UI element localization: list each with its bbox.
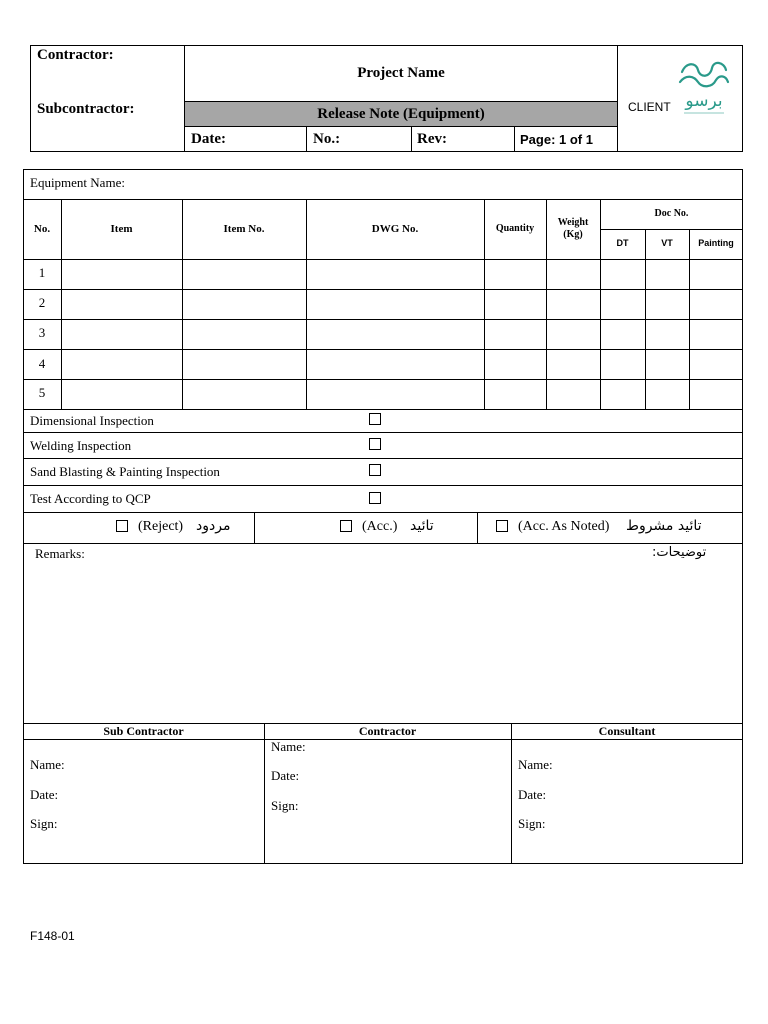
revision-label: Rev: <box>417 131 447 147</box>
col-header-vt: VT <box>661 238 673 248</box>
release-note-title: Release Note (Equipment) <box>317 106 485 122</box>
contractor-header: Contractor <box>358 724 417 738</box>
reject-label: (Reject) <box>138 519 184 534</box>
inspection-welding: Welding Inspection <box>30 438 132 453</box>
dimensional-checkbox[interactable] <box>369 413 381 425</box>
col-header-dwg-no: DWG No. <box>371 223 419 235</box>
contractor-name-label: Name: <box>271 739 306 754</box>
consultant-sign-label: Sign: <box>518 816 546 831</box>
row-number: 5 <box>38 385 46 400</box>
doc-no-divider <box>600 229 743 230</box>
row-line <box>23 543 743 544</box>
consultant-header: Consultant <box>598 724 656 738</box>
col-line <box>511 723 512 864</box>
inspection-qcp: Test According to QCP <box>30 491 151 506</box>
row-line <box>23 485 743 486</box>
row-line <box>23 199 743 200</box>
col-line <box>254 512 255 543</box>
remarks-label: Remarks: <box>35 546 85 561</box>
row-line <box>23 739 743 740</box>
col-header-quantity: Quantity <box>495 223 535 234</box>
row-line <box>23 432 743 433</box>
row-line <box>23 259 743 260</box>
row-line <box>23 289 743 290</box>
col-line <box>600 199 601 409</box>
project-name: Project Name <box>357 65 445 81</box>
sub-contractor-name-label: Name: <box>30 757 65 772</box>
equipment-name-label: Equipment Name: <box>30 175 125 190</box>
row-line <box>23 512 743 513</box>
col-header-doc-no: Doc No. <box>654 208 689 219</box>
svg-text:برسو: برسو <box>685 91 723 111</box>
header-divider <box>411 127 412 152</box>
header-divider <box>306 127 307 152</box>
main-form <box>23 169 743 864</box>
row-line <box>23 409 743 410</box>
row-line <box>23 379 743 380</box>
col-header-no: No. <box>33 223 51 235</box>
inspection-dimensional: Dimensional Inspection <box>30 413 154 428</box>
header-table <box>30 45 743 152</box>
header-divider <box>514 127 515 152</box>
client-logo <box>676 56 732 118</box>
accept-checkbox[interactable] <box>340 520 352 532</box>
row-line <box>23 349 743 350</box>
row-number: 3 <box>38 325 46 340</box>
row-number: 2 <box>38 295 46 310</box>
col-header-item-no: Item No. <box>223 223 265 235</box>
header-divider <box>184 45 185 152</box>
accept-label: (Acc.) <box>362 519 398 534</box>
client-label: CLIENT <box>628 100 671 114</box>
qcp-checkbox[interactable] <box>369 492 381 504</box>
number-label: No.: <box>313 131 341 147</box>
accept-as-noted-label-fa: تائید مشروط <box>626 518 702 534</box>
welding-checkbox[interactable] <box>369 438 381 450</box>
col-line <box>689 229 690 409</box>
contractor-date-label: Date: <box>271 768 300 783</box>
subcontractor-label: Subcontractor: <box>37 101 135 117</box>
logo-icon <box>676 56 732 118</box>
date-label: Date: <box>191 131 226 147</box>
remarks-area[interactable] <box>24 565 742 723</box>
accept-as-noted-label: (Acc. As Noted) <box>518 519 610 534</box>
col-header-painting: Painting <box>698 238 734 248</box>
col-line <box>645 229 646 409</box>
col-header-item: Item <box>110 223 133 235</box>
col-header-weight-unit: (Kg) <box>563 229 583 240</box>
consultant-name-label: Name: <box>518 757 553 772</box>
accept-label-fa: تائید <box>410 518 434 534</box>
accept-as-noted-checkbox[interactable] <box>496 520 508 532</box>
sub-contractor-header: Sub Contractor <box>103 724 184 738</box>
row-line <box>23 319 743 320</box>
contractor-sign-label: Sign: <box>271 798 299 813</box>
consultant-date-label: Date: <box>518 787 547 802</box>
form-code: F148-01 <box>30 929 75 943</box>
row-number: 1 <box>38 265 46 280</box>
row-line <box>23 458 743 459</box>
inspection-painting: Sand Blasting & Painting Inspection <box>30 464 220 479</box>
page-label: Page: 1 of 1 <box>520 132 593 147</box>
header-divider <box>617 45 618 152</box>
row-number: 4 <box>38 356 46 371</box>
reject-label-fa: مردود <box>196 518 231 534</box>
painting-checkbox[interactable] <box>369 464 381 476</box>
col-header-weight: Weight <box>557 217 589 228</box>
col-header-dt: DT <box>616 238 629 248</box>
sub-contractor-sign-label: Sign: <box>30 816 58 831</box>
col-line <box>477 512 478 543</box>
contractor-label: Contractor: <box>37 47 114 63</box>
reject-checkbox[interactable] <box>116 520 128 532</box>
remarks-label-fa: توضیحات: <box>652 545 707 560</box>
col-line <box>264 723 265 864</box>
sub-contractor-date-label: Date: <box>30 787 59 802</box>
